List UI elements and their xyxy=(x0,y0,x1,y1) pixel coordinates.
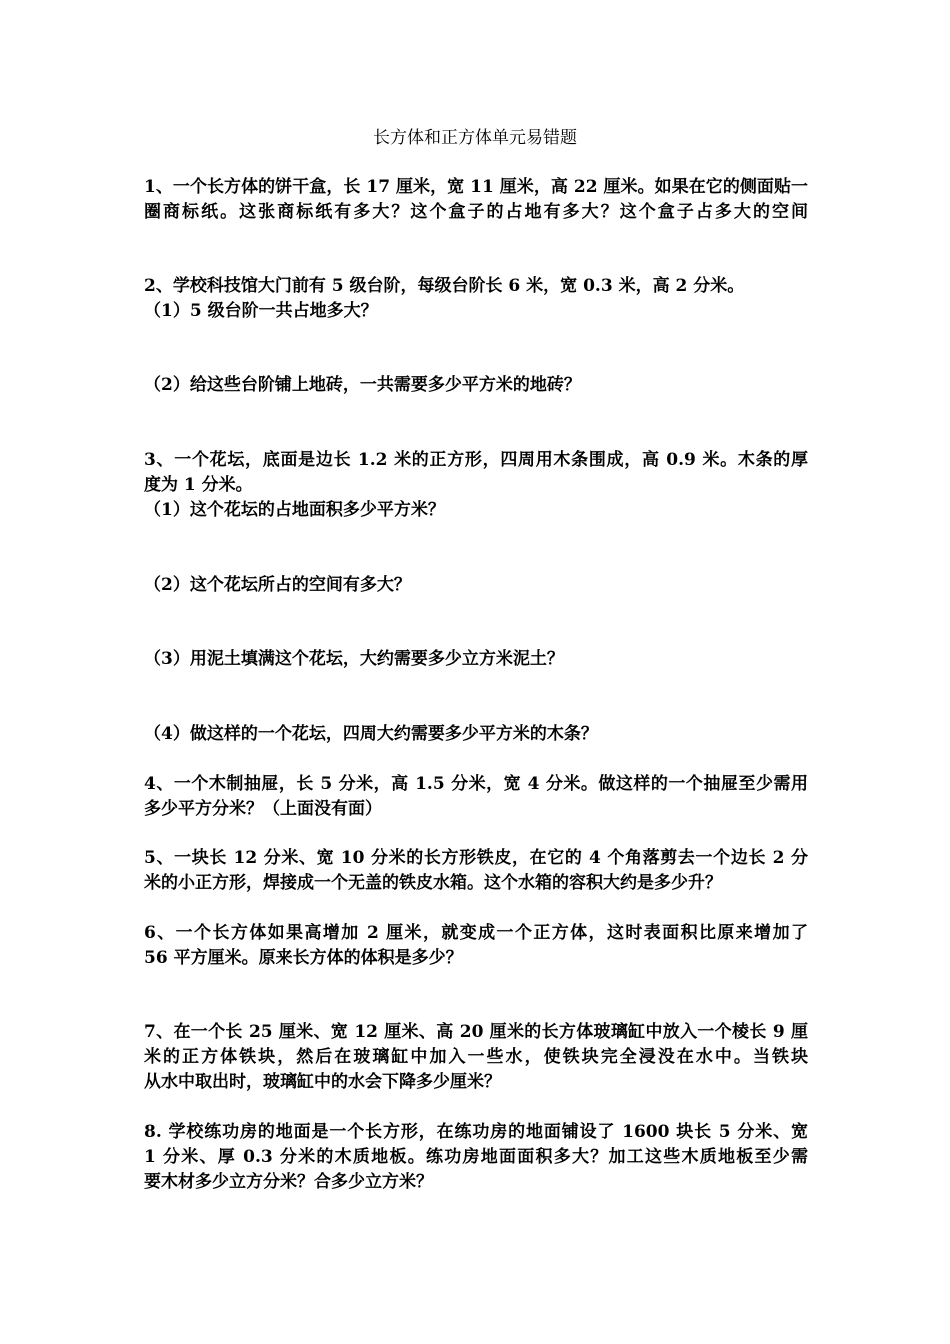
question-3-line-1: 3、一个花坛，底面是边长 1.2 米的正方形，四周用木条围成，高 0.9 米。木条的厚 xyxy=(144,450,808,470)
document-title: 长方体和正方体单元易错题 xyxy=(373,128,577,148)
question-3-part-1: （1）这个花坛的占地面积多少平方米？ xyxy=(144,500,445,520)
question-6-line-1: 6、一个长方体如果高增加 2 厘米，就变成一个正方体，这时表面积比原来增加了 xyxy=(144,923,808,943)
question-8-line-3: 要木材多少立方分米？合多少立方米？ xyxy=(144,1172,433,1192)
question-7-line-2: 米的正方体铁块，然后在玻璃缸中加入一些水，使铁块完全浸没在水中。当铁块 xyxy=(144,1047,808,1067)
question-1-line-1: 1、一个长方体的饼干盒，长 17 厘米，宽 11 厘米，高 22 厘米。如果在它的侧面贴一 xyxy=(144,177,808,197)
question-8-line-2: 1 分米、厚 0.3 分米的木质地板。练功房地面面积多大？加工这些木质地板至少需 xyxy=(144,1147,808,1167)
question-1-line-2: 圈商标纸。这张商标纸有多大？这个盒子的占地有多大？这个盒子占多大的空间 xyxy=(144,202,808,222)
question-3-part-4: （4）做这样的一个花坛，四周大约需要多少平方米的木条？ xyxy=(144,724,598,744)
question-5-line-2: 米的小正方形，焊接成一个无盖的铁皮水箱。这个水箱的容积大约是多少升？ xyxy=(144,873,722,893)
question-5-line-1: 5、一块长 12 分米、宽 10 分米的长方形铁皮，在它的 4 个角落剪去一个边长 2 分 xyxy=(144,848,808,868)
question-2-line-1: 2、学校科技馆大门前有 5 级台阶，每级台阶长 6 米，宽 0.3 米，高 2 分米。 xyxy=(144,276,745,296)
question-4-line-1: 4、一个木制抽屉，长 5 分米，高 1.5 分米，宽 4 分米。做这样的一个抽屉至少需用 xyxy=(144,774,808,794)
question-3-line-2: 度为 1 分米。 xyxy=(144,475,253,495)
question-6-line-2: 56 平方厘米。原来长方体的体积是多少？ xyxy=(144,948,463,968)
question-4-line-2: 多少平方分米？（上面没有面） xyxy=(144,799,382,819)
question-3-part-3: （3）用泥土填满这个花坛，大约需要多少立方米泥土？ xyxy=(144,649,564,669)
question-2-part-1: （1）5 级台阶一共占地多大？ xyxy=(144,301,378,321)
question-8-line-1: 8. 学校练功房的地面是一个长方形，在练功房的地面铺设了 1600 块长 5 分米、宽 xyxy=(144,1122,808,1142)
question-2-part-2: （2）给这些台阶铺上地砖，一共需要多少平方米的地砖？ xyxy=(144,375,581,395)
question-3-part-2: （2）这个花坛所占的空间有多大？ xyxy=(144,575,411,595)
question-7-line-3: 从水中取出时，玻璃缸中的水会下降多少厘米？ xyxy=(144,1072,501,1092)
question-7-line-1: 7、在一个长 25 厘米、宽 12 厘米、高 20 厘米的长方体玻璃缸中放入一个棱长 9 厘 xyxy=(144,1022,808,1042)
